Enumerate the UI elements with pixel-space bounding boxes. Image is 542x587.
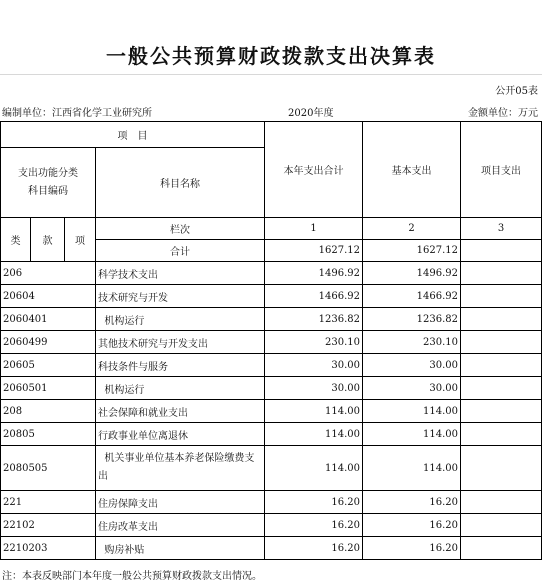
row-subject-name: 购房补贴 bbox=[96, 537, 265, 560]
header-function-class-line1: 支出功能分类 bbox=[18, 167, 78, 179]
header-subject-name: 科目名称 bbox=[96, 148, 265, 218]
row-subject-name: 社会保障和就业支出 bbox=[96, 400, 265, 423]
row-total: 30.00 bbox=[265, 377, 363, 400]
row-basic: 16.20 bbox=[363, 514, 461, 537]
row-code: 2080505 bbox=[1, 446, 96, 491]
header-total: 本年支出合计 bbox=[265, 122, 363, 218]
row-subject-name: 科技条件与服务 bbox=[96, 354, 265, 377]
row-code: 221 bbox=[1, 491, 96, 514]
row-basic: 114.00 bbox=[363, 423, 461, 446]
row-project bbox=[461, 262, 542, 285]
row-subject-name: 机构运行 bbox=[96, 377, 265, 400]
row-project bbox=[461, 446, 542, 491]
table-row bbox=[1, 400, 542, 423]
row-basic: 16.20 bbox=[363, 537, 461, 560]
row-code: 2060501 bbox=[1, 377, 96, 400]
row-total: 1496.92 bbox=[265, 262, 363, 285]
fiscal-year: 2020年度 bbox=[288, 108, 334, 119]
column-index-label: 栏次 bbox=[96, 218, 265, 240]
expenditure-table bbox=[0, 121, 542, 560]
row-project bbox=[461, 423, 542, 446]
row-code: 206 bbox=[1, 262, 96, 285]
row-total: 230.10 bbox=[265, 331, 363, 354]
row-project bbox=[461, 354, 542, 377]
table-row bbox=[1, 285, 542, 308]
row-total: 30.00 bbox=[265, 354, 363, 377]
compiling-unit: 编制单位：江西省化学工业研究所 bbox=[2, 108, 152, 119]
row-basic: 1236.82 bbox=[363, 308, 461, 331]
row-basic: 114.00 bbox=[363, 446, 461, 491]
footnote: 注：本表反映部门本年度一般公共预算财政拨款支出情况。 bbox=[2, 571, 262, 582]
row-project bbox=[461, 491, 542, 514]
row-basic: 1466.92 bbox=[363, 285, 461, 308]
row-subject-name: 机关事业单位基本养老保险缴费支出 bbox=[96, 446, 265, 491]
row-project bbox=[461, 377, 542, 400]
row-total: 16.20 bbox=[265, 537, 363, 560]
table-row bbox=[1, 377, 542, 400]
row-code: 20805 bbox=[1, 423, 96, 446]
row-total: 16.20 bbox=[265, 514, 363, 537]
row-project bbox=[461, 537, 542, 560]
table-row bbox=[1, 262, 542, 285]
row-basic: 1496.92 bbox=[363, 262, 461, 285]
top-divider bbox=[0, 74, 542, 75]
row-code: 208 bbox=[1, 400, 96, 423]
row-code: 22102 bbox=[1, 514, 96, 537]
row-basic: 114.00 bbox=[363, 400, 461, 423]
row-basic: 230.10 bbox=[363, 331, 461, 354]
sum-basic: 1627.12 bbox=[363, 240, 461, 262]
table-row bbox=[1, 446, 542, 491]
row-subject-name: 住房保障支出 bbox=[96, 491, 265, 514]
row-code: 20605 bbox=[1, 354, 96, 377]
table-row bbox=[1, 537, 542, 560]
row-subject-name: 技术研究与开发 bbox=[96, 285, 265, 308]
header-project: 项 目 bbox=[1, 122, 265, 148]
row-total: 114.00 bbox=[265, 423, 363, 446]
row-code: 2210203 bbox=[1, 537, 96, 560]
row-basic: 30.00 bbox=[363, 377, 461, 400]
column-index-1: 1 bbox=[265, 218, 363, 240]
amount-unit: 金额单位：万元 bbox=[468, 108, 538, 119]
row-basic: 30.00 bbox=[363, 354, 461, 377]
column-index-3: 3 bbox=[461, 218, 542, 240]
table-row bbox=[1, 423, 542, 446]
row-total: 1466.92 bbox=[265, 285, 363, 308]
sum-label: 合计 bbox=[96, 240, 265, 262]
row-basic: 16.20 bbox=[363, 491, 461, 514]
table-row bbox=[1, 491, 542, 514]
table-row bbox=[1, 514, 542, 537]
row-project bbox=[461, 308, 542, 331]
header-basic: 基本支出 bbox=[363, 122, 461, 218]
row-subject-name: 机构运行 bbox=[96, 308, 265, 331]
row-project bbox=[461, 285, 542, 308]
table-row bbox=[1, 331, 542, 354]
header-lei: 类 bbox=[1, 218, 31, 262]
header-function-class bbox=[1, 148, 96, 218]
sum-project bbox=[461, 240, 542, 262]
row-total: 114.00 bbox=[265, 400, 363, 423]
row-project bbox=[461, 331, 542, 354]
row-code: 20604 bbox=[1, 285, 96, 308]
table-row bbox=[1, 354, 542, 377]
row-project bbox=[461, 400, 542, 423]
row-subject-name: 其他技术研究与开发支出 bbox=[96, 331, 265, 354]
table-row bbox=[1, 308, 542, 331]
row-total: 114.00 bbox=[265, 446, 363, 491]
row-total: 16.20 bbox=[265, 491, 363, 514]
table-code: 公开05表 bbox=[495, 86, 538, 97]
row-code: 2060401 bbox=[1, 308, 96, 331]
row-total: 1236.82 bbox=[265, 308, 363, 331]
header-project-expense: 项目支出 bbox=[461, 122, 542, 218]
row-subject-name: 科学技术支出 bbox=[96, 262, 265, 285]
sum-total: 1627.12 bbox=[265, 240, 363, 262]
row-subject-name: 行政事业单位离退休 bbox=[96, 423, 265, 446]
page-title: 一般公共预算财政拨款支出决算表 bbox=[106, 44, 436, 68]
row-project bbox=[461, 514, 542, 537]
row-subject-name: 住房改革支出 bbox=[96, 514, 265, 537]
header-xiang: 项 bbox=[65, 218, 96, 262]
column-index-2: 2 bbox=[363, 218, 461, 240]
row-code: 2060499 bbox=[1, 331, 96, 354]
header-kuan: 款 bbox=[31, 218, 65, 262]
header-function-class-line2: 科目编码 bbox=[28, 185, 68, 197]
